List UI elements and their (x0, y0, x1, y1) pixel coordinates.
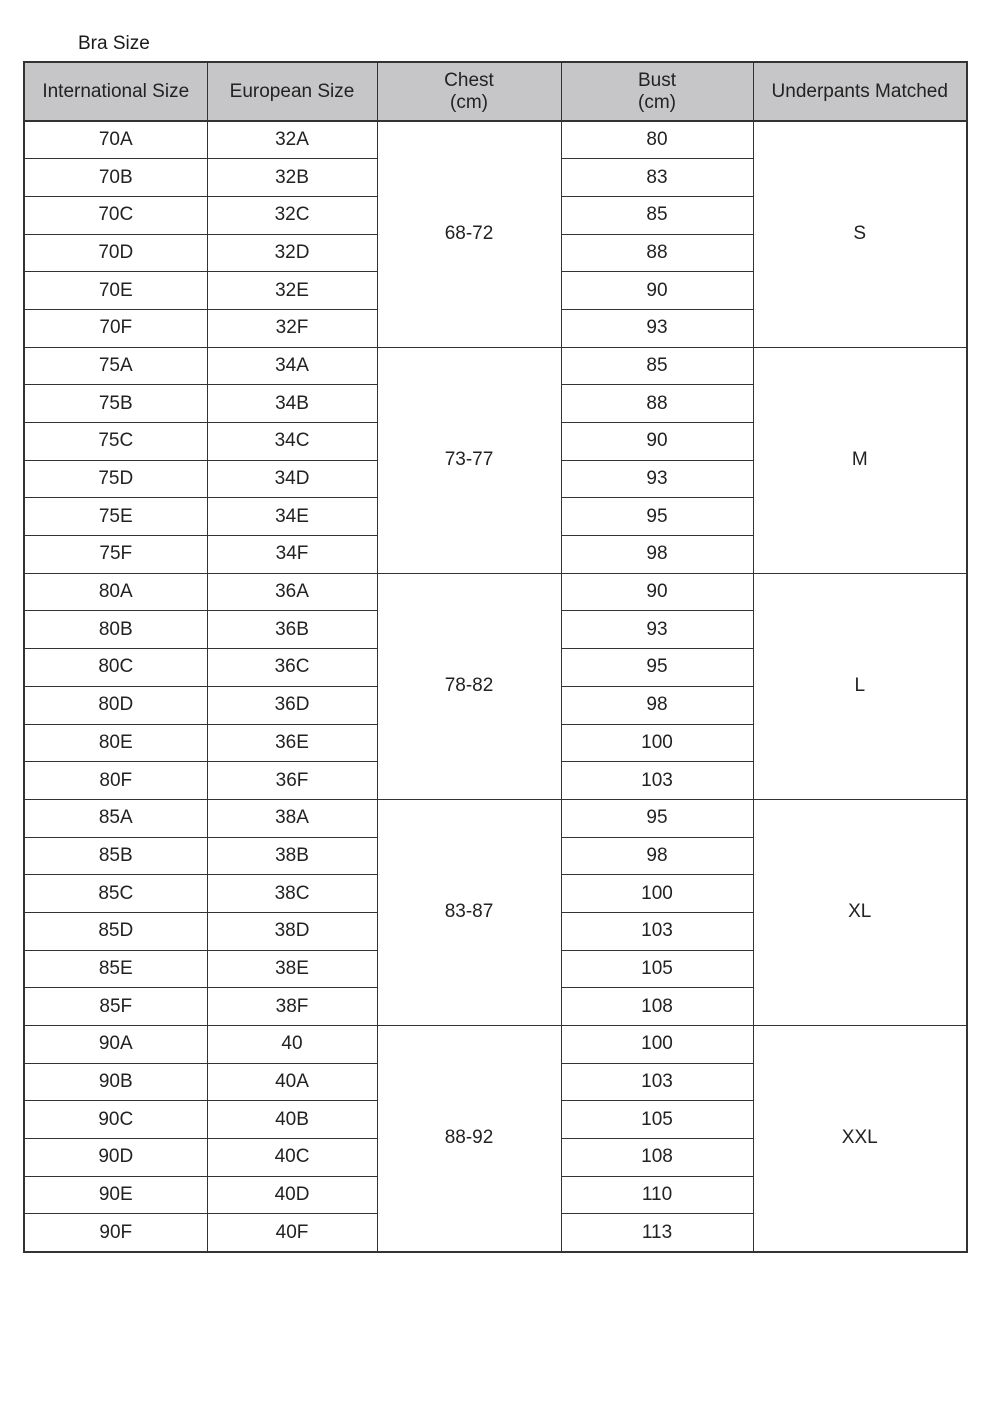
chest-range-cell: 83-87 (377, 799, 561, 1025)
underpants-size-cell: S (753, 121, 967, 347)
chest-range-cell: 88-92 (377, 1026, 561, 1252)
international-size-cell: 70F (24, 309, 207, 347)
european-size-cell: 40F (207, 1214, 377, 1252)
european-size-cell: 34D (207, 460, 377, 498)
european-size-cell: 32B (207, 159, 377, 197)
european-size-cell: 36D (207, 686, 377, 724)
international-size-cell: 90C (24, 1101, 207, 1139)
underpants-size-cell: XL (753, 799, 967, 1025)
european-size-cell: 36B (207, 611, 377, 649)
international-size-cell: 80D (24, 686, 207, 724)
international-size-cell: 85E (24, 950, 207, 988)
european-size-cell: 40B (207, 1101, 377, 1139)
bust-cell: 105 (561, 1101, 753, 1139)
underpants-size-cell: L (753, 573, 967, 799)
bust-cell: 100 (561, 875, 753, 913)
european-size-cell: 34E (207, 498, 377, 536)
bust-cell: 95 (561, 649, 753, 687)
international-size-cell: 90B (24, 1063, 207, 1101)
header-chest-unit: (cm) (450, 91, 488, 113)
table-header (24, 62, 967, 121)
bust-cell: 100 (561, 1026, 753, 1064)
bust-cell: 88 (561, 234, 753, 272)
european-size-cell: 40D (207, 1176, 377, 1214)
bust-cell: 108 (561, 988, 753, 1026)
international-size-cell: 75A (24, 347, 207, 385)
international-size-cell: 75F (24, 536, 207, 574)
bust-cell: 103 (561, 912, 753, 950)
bust-cell: 93 (561, 309, 753, 347)
header-row (24, 62, 967, 121)
bust-cell: 95 (561, 498, 753, 536)
bust-cell: 103 (561, 1063, 753, 1101)
european-size-cell: 34B (207, 385, 377, 423)
international-size-cell: 85F (24, 988, 207, 1026)
underpants-size-cell: XXL (753, 1026, 967, 1252)
bust-cell: 93 (561, 611, 753, 649)
header-underpants-matched: Underpants Matched (753, 62, 967, 121)
international-size-cell: 80A (24, 573, 207, 611)
header-chest (377, 62, 561, 121)
international-size-cell: 75D (24, 460, 207, 498)
european-size-cell: 38B (207, 837, 377, 875)
international-size-cell: 85D (24, 912, 207, 950)
european-size-cell: 38E (207, 950, 377, 988)
bust-cell: 105 (561, 950, 753, 988)
international-size-cell: 80C (24, 649, 207, 687)
international-size-cell: 90F (24, 1214, 207, 1252)
international-size-cell: 70A (24, 121, 207, 159)
european-size-cell: 38A (207, 799, 377, 837)
bust-cell: 103 (561, 762, 753, 800)
european-size-cell: 38D (207, 912, 377, 950)
european-size-cell: 32F (207, 309, 377, 347)
header-european-size: European Size (207, 62, 377, 121)
international-size-cell: 90A (24, 1026, 207, 1064)
international-size-cell: 85A (24, 799, 207, 837)
table-body (24, 121, 967, 1252)
european-size-cell: 32C (207, 196, 377, 234)
bust-cell: 98 (561, 536, 753, 574)
page-title: Bra Size (78, 33, 150, 54)
european-size-cell: 40A (207, 1063, 377, 1101)
bust-cell: 95 (561, 799, 753, 837)
header-chest-label: Chest (444, 69, 494, 91)
table-row (24, 799, 967, 837)
bust-cell: 83 (561, 159, 753, 197)
size-chart-table (23, 61, 968, 1253)
european-size-cell: 32D (207, 234, 377, 272)
european-size-cell: 34F (207, 536, 377, 574)
table-row (24, 1026, 967, 1064)
international-size-cell: 75C (24, 423, 207, 461)
international-size-cell: 80E (24, 724, 207, 762)
bust-cell: 113 (561, 1214, 753, 1252)
header-bust-unit: (cm) (638, 91, 676, 113)
bust-cell: 80 (561, 121, 753, 159)
european-size-cell: 34A (207, 347, 377, 385)
bust-cell: 85 (561, 196, 753, 234)
international-size-cell: 75B (24, 385, 207, 423)
european-size-cell: 38F (207, 988, 377, 1026)
header-bust-label: Bust (637, 69, 677, 91)
european-size-cell: 36E (207, 724, 377, 762)
european-size-cell: 40 (207, 1026, 377, 1064)
international-size-cell: 90E (24, 1176, 207, 1214)
bust-cell: 98 (561, 837, 753, 875)
international-size-cell: 80F (24, 762, 207, 800)
bust-cell: 100 (561, 724, 753, 762)
bust-cell: 88 (561, 385, 753, 423)
bust-cell: 90 (561, 423, 753, 461)
international-size-cell: 70D (24, 234, 207, 272)
chest-range-cell: 68-72 (377, 121, 561, 347)
international-size-cell: 80B (24, 611, 207, 649)
header-international-size: International Size (24, 62, 207, 121)
international-size-cell: 90D (24, 1139, 207, 1177)
european-size-cell: 36F (207, 762, 377, 800)
european-size-cell: 38C (207, 875, 377, 913)
international-size-cell: 70E (24, 272, 207, 310)
chest-range-cell: 73-77 (377, 347, 561, 573)
table-row (24, 573, 967, 611)
bust-cell: 98 (561, 686, 753, 724)
bust-cell: 93 (561, 460, 753, 498)
bust-cell: 110 (561, 1176, 753, 1214)
bust-cell: 90 (561, 573, 753, 611)
header-bust (561, 62, 753, 121)
european-size-cell: 34C (207, 423, 377, 461)
international-size-cell: 85B (24, 837, 207, 875)
underpants-size-cell: M (753, 347, 967, 573)
international-size-cell: 70B (24, 159, 207, 197)
table-row (24, 121, 967, 159)
international-size-cell: 75E (24, 498, 207, 536)
table-row (24, 347, 967, 385)
international-size-cell: 70C (24, 196, 207, 234)
bust-cell: 90 (561, 272, 753, 310)
european-size-cell: 32A (207, 121, 377, 159)
chest-range-cell: 78-82 (377, 573, 561, 799)
bust-cell: 108 (561, 1139, 753, 1177)
european-size-cell: 36A (207, 573, 377, 611)
bust-cell: 85 (561, 347, 753, 385)
european-size-cell: 32E (207, 272, 377, 310)
european-size-cell: 40C (207, 1139, 377, 1177)
international-size-cell: 85C (24, 875, 207, 913)
european-size-cell: 36C (207, 649, 377, 687)
